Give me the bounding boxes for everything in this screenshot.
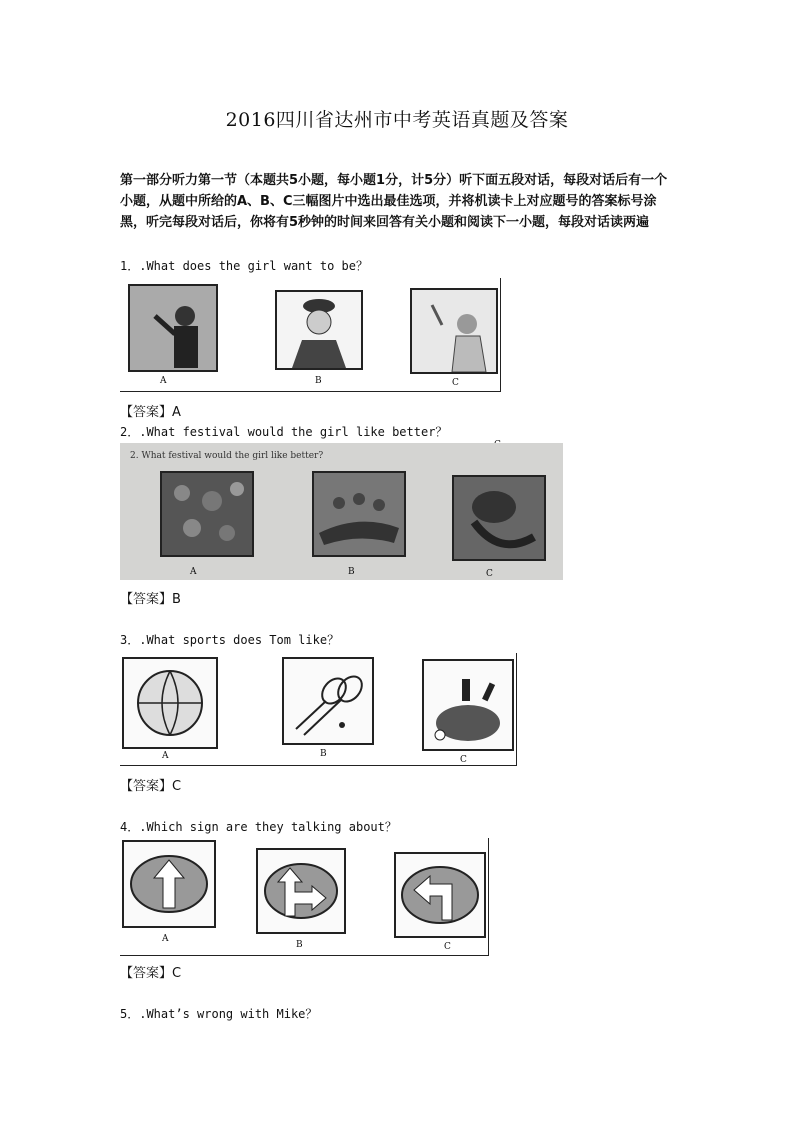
festival-b-label: B [348, 567, 355, 577]
table-tennis-picture [422, 659, 514, 751]
festival-a-label: A [190, 567, 197, 577]
question-2-figure [120, 443, 563, 580]
left-turn-arrow-sign-icon [396, 854, 484, 936]
sign-a-label: A [162, 934, 169, 944]
question-1: 1．.What does the girl want to be？ [120, 259, 368, 273]
sign-c-picture [394, 852, 486, 938]
sign-b-picture [256, 848, 346, 934]
nurse-icon [412, 290, 496, 372]
sign-a-picture [122, 840, 216, 928]
question-1-figure [120, 278, 501, 392]
teacher-picture [128, 284, 218, 372]
question-3-figure [120, 653, 517, 766]
sport-b-label: B [320, 749, 327, 759]
soldier-picture [275, 290, 363, 370]
question-5: 5．.What’s wrong with Mike？ [120, 1007, 318, 1021]
figure-question-text: 2. What festival would the girl like better? [130, 451, 324, 461]
question-4: 4．.Which sign are they talking about？ [120, 820, 397, 834]
sport-a-label: A [162, 751, 169, 761]
answer-1: 【答案】A [120, 405, 181, 420]
answer-4: 【答案】C [120, 966, 182, 981]
nurse-picture [410, 288, 498, 374]
option-c-label: C [452, 378, 459, 388]
question-4-figure [120, 838, 489, 956]
table-tennis-icon [424, 661, 512, 749]
soldier-icon [277, 292, 361, 368]
question-2: 2．.What festival would the girl like better？ [120, 425, 448, 439]
answer-2: 【答案】B [120, 592, 181, 607]
answer-3: 【答案】C [120, 779, 182, 794]
sign-c-label: C [444, 942, 451, 952]
option-b-label: B [315, 376, 322, 386]
sport-c-label: C [460, 755, 467, 765]
festival-c-picture [452, 475, 546, 561]
dragon-boat-icon [314, 473, 404, 555]
straight-right-arrow-sign-icon [258, 850, 344, 932]
question-3: 3．.What sports does Tom like？ [120, 633, 340, 647]
festival-b-picture [312, 471, 406, 557]
festival-c-label: C [486, 569, 493, 579]
page-title: 2016四川省达州市中考英语真题及答案 [225, 109, 569, 131]
straight-arrow-sign-icon [124, 842, 214, 926]
teacher-icon [130, 286, 216, 370]
badminton-icon [284, 659, 372, 743]
option-a-label: A [160, 376, 167, 386]
basketball-icon [124, 659, 216, 747]
lion-dance-icon [454, 477, 544, 559]
section-instructions: 第一部分听力第一节（本题共5小题，每小题1分，计5分）听下面五段对话，每段对话后有一个小题，从题中所给的A、B、C三幅图片中选出最佳选项，并将机读卡上对应题号的答案标号涂黑，听完每段对话后，你将有5秒钟的时间来回答有关小题和阅读下一小题，每段对话读两遍 [120, 173, 668, 230]
lanterns-icon [162, 473, 252, 555]
sign-b-label: B [296, 940, 303, 950]
basketball-picture [122, 657, 218, 749]
festival-a-picture [160, 471, 254, 557]
badminton-picture [282, 657, 374, 745]
